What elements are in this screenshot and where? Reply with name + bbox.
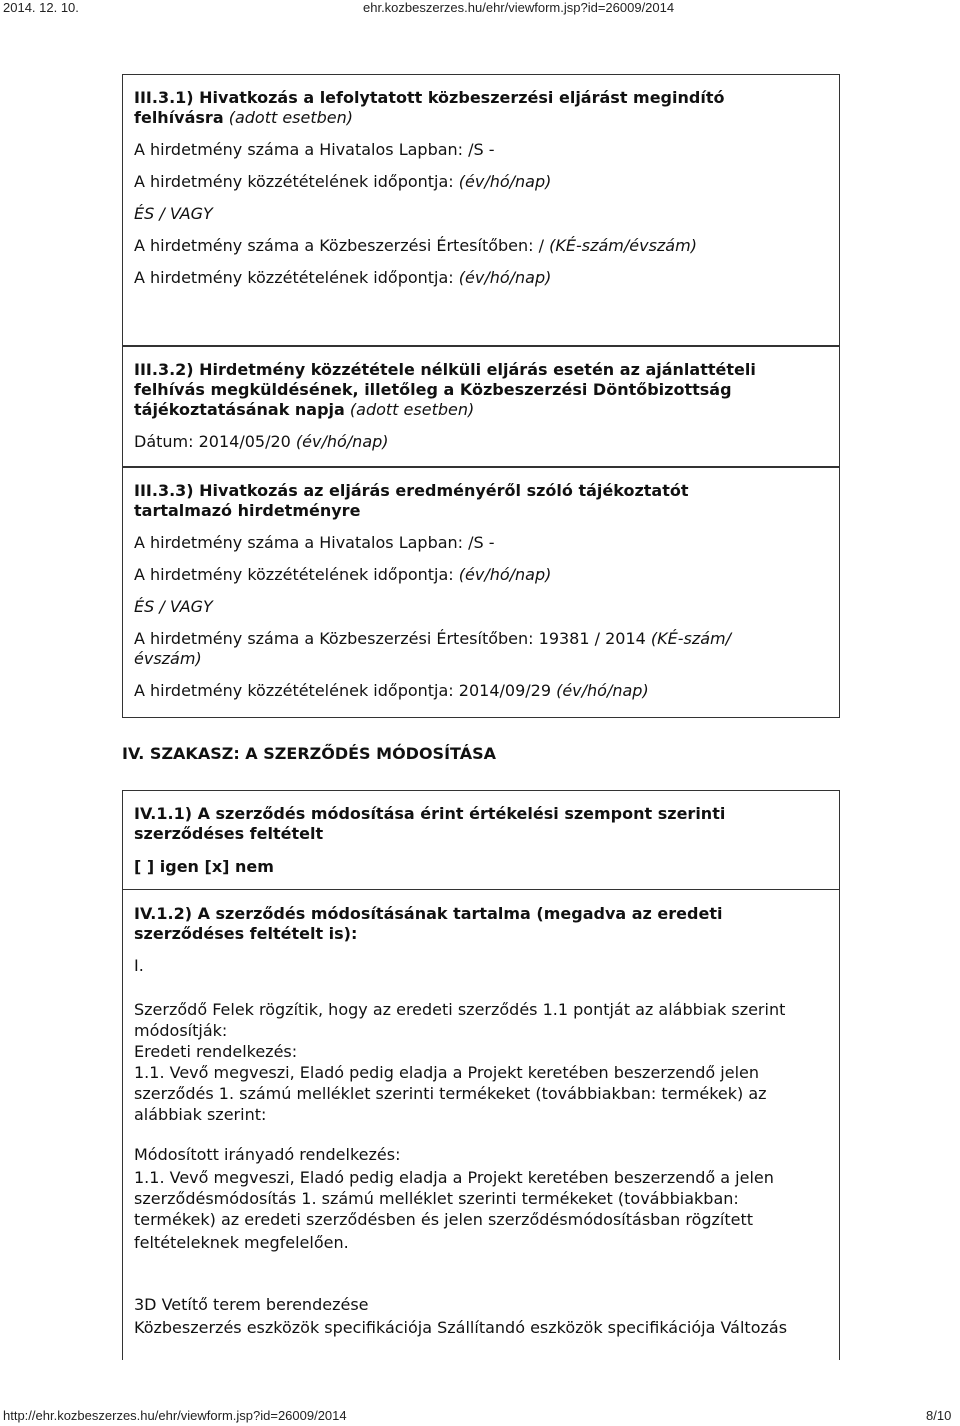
s332-title-1: III.3.2) Hirdetmény közzététele nélküli eljárás esetén az ajánlattételi: [134, 360, 756, 379]
s333-ke-number-label: A hirdetmény száma a Közbeszerzési Értesítőben: 19381 / 2014: [134, 629, 646, 648]
s412-title-1: IV.1.2) A szerződés módosításának tartalma (megadva az eredeti: [134, 904, 723, 923]
s331-ke-date-label: A hirdetmény közzétételének időpontja:: [134, 268, 454, 287]
s411-title-2: szerződéses feltételt: [134, 824, 324, 843]
s333-ke-date: [134, 681, 649, 701]
s412-para-6: alábbiak szerint:: [134, 1105, 267, 1124]
s331-title-2-note: (adott esetben): [223, 108, 353, 127]
s332-title-2: felhívás megküldésének, illetőleg a Közbeszerzési Döntőbizottság: [134, 380, 732, 399]
s331-ke-date-note: (év/hó/nap): [453, 268, 552, 287]
s333-oj-number: A hirdetmény száma a Hivatalos Lapban: /S -: [134, 533, 495, 552]
s331-title-1: III.3.1) Hivatkozás a lefolytatott közbeszerzési eljárást megindító: [134, 88, 725, 107]
s331-oj-date-note: (év/hó/nap): [453, 172, 552, 191]
s333-ke-number: [134, 629, 731, 649]
s412-para-12: 3D Vetítő terem berendezése: [134, 1295, 369, 1314]
s332-title-3-text: tájékoztatásának napja: [134, 400, 345, 419]
s412-para-3: Eredeti rendelkezés:: [134, 1042, 298, 1061]
s333-title-1: III.3.3) Hivatkozás az eljárás eredményéről szóló tájékoztatót: [134, 481, 689, 500]
s332-date-label: Dátum: 2014/05/20: [134, 432, 291, 451]
s333-oj-date-note: (év/hó/nap): [453, 565, 552, 584]
s412-para-11: feltételeknek megfelelően.: [134, 1233, 349, 1252]
s412-para-10: termékek) az eredeti szerződésben és jelen szerződésmódosításban rögzített: [134, 1210, 754, 1229]
s412-para-8: 1.1. Vevő megveszi, Eladó pedig eladja a Projekt keretében beszerzendő a jelen: [134, 1168, 774, 1187]
print-date: 2014. 12. 10.: [3, 0, 79, 15]
page-number: 8/10: [926, 1408, 952, 1423]
s412-para-5: szerződés 1. számú melléklet szerinti termékeket (továbbiakban: termékek) az: [134, 1084, 767, 1103]
s332-title-3: [134, 400, 474, 420]
s333-oj-date: [134, 565, 551, 585]
s412-para-7: Módosított irányadó rendelkezés:: [134, 1145, 401, 1164]
print-url-bottom: http://ehr.kozbeszerzes.hu/ehr/viewform.jsp?id=26009/2014: [3, 1408, 347, 1423]
s331-ke-number-note: (KÉ-szám/évszám): [544, 236, 697, 255]
s331-ke-number: [134, 236, 697, 256]
s411-choice: [ ] igen [x] nem: [134, 857, 274, 876]
s332-title-3-note: (adott esetben): [344, 400, 475, 419]
s332-date: [134, 432, 389, 452]
s412-para-2: módosítják:: [134, 1021, 228, 1040]
print-url-top: ehr.kozbeszerzes.hu/ehr/viewform.jsp?id=26009/2014: [363, 0, 675, 15]
s412-para-9: szerződésmódosítás 1. számú melléklet szerinti termékeket (továbbiakban:: [134, 1189, 739, 1208]
s331-and-or: ÉS / VAGY: [134, 204, 213, 223]
s333-ke-number-note-2: évszám): [134, 649, 202, 668]
s333-ke-date-label: A hirdetmény közzétételének időpontja: 2014/09/29: [134, 681, 551, 700]
s331-oj-date: [134, 172, 551, 192]
s331-ke-number-label: A hirdetmény száma a Közbeszerzési Értesítőben: /: [134, 236, 545, 255]
s333-ke-number-note: (KÉ-szám/: [645, 629, 732, 648]
s332-date-note: (év/hó/nap): [290, 432, 389, 451]
s333-oj-date-label: A hirdetmény közzétételének időpontja:: [134, 565, 454, 584]
s333-and-or: ÉS / VAGY: [134, 597, 213, 616]
s412-para-1: Szerződő Felek rögzítik, hogy az eredeti szerződés 1.1 pontját az alábbiak szerint: [134, 1000, 786, 1019]
s412-para-4: 1.1. Vevő megveszi, Eladó pedig eladja a Projekt keretében beszerzendő jelen: [134, 1063, 760, 1082]
section-iv-1-2-box: [122, 890, 840, 1360]
section-iv-heading: IV. SZAKASZ: A SZERZŐDÉS MÓDOSÍTÁSA: [122, 744, 496, 763]
s412-title-2: szerződéses feltételt is):: [134, 924, 358, 943]
s331-title-2-text: felhívásra: [134, 108, 224, 127]
s331-oj-date-label: A hirdetmény közzétételének időpontja:: [134, 172, 454, 191]
s331-oj-number: A hirdetmény száma a Hivatalos Lapban: /S -: [134, 140, 495, 159]
s333-ke-date-note: (év/hó/nap): [551, 681, 649, 700]
s412-roman-one: I.: [134, 956, 144, 975]
s333-title-2: tartalmazó hirdetményre: [134, 501, 361, 520]
s412-para-13: Közbeszerzés eszközök specifikációja Szállítandó eszközök specifikációja Változás: [134, 1318, 788, 1337]
s411-title-1: IV.1.1) A szerződés módosítása érint értékelési szempont szerinti: [134, 804, 726, 823]
s331-ke-date: [134, 268, 551, 288]
s331-title-2: [134, 108, 353, 128]
